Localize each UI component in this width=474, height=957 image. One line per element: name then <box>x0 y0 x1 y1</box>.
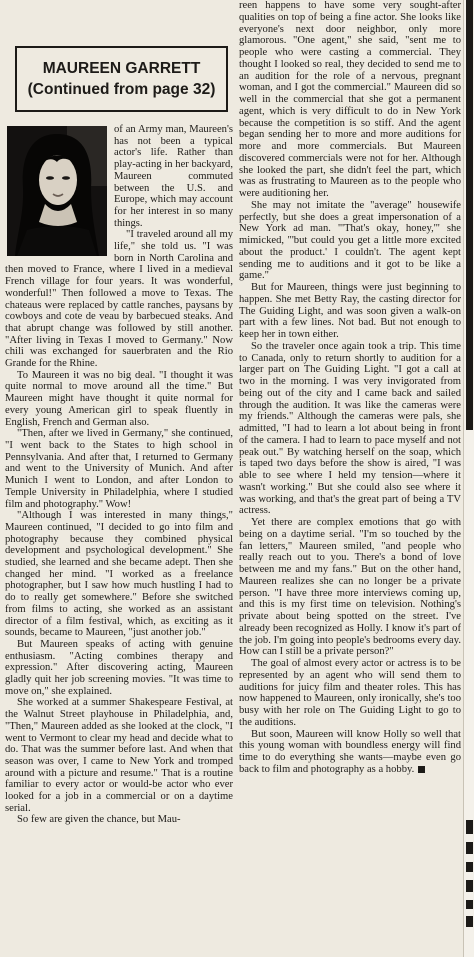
paragraph: But Maureen speaks of acting with genuine enthusiasm. "Acting combines therapy and expression." After discovering acting, Maureen gladly quit her job screening movies. "It was time to move on," she explained. <box>5 638 233 697</box>
portrait-photo <box>7 126 107 256</box>
left-column <box>5 0 233 826</box>
edge-stripe <box>466 842 473 854</box>
paragraph: reen happens to have some very sought-after qualities on top of being a fine actor. She looks like everyone's next door neighbor, only more glamorous. "One agent," she said, "sent me to people who were casting a commercial. They thought I looked so real, they decided to send me to an audition for the role of a nervous, pregnant woman, and I got the commercial." Maureen did so well in the commercial that she got a permanent agent, which is very difficult to do in New York because the competition is so stiff. And the agent began sending her to more and more auditions for more and more commercials. But Maureen discovered commercials were not for her. Although she looked the part, she didn't feel the part, which was as frustrating to Maureen as to the people who were auditioning her. <box>239 0 461 199</box>
paragraph: The goal of almost every actor or actress is to be represented by an agent who will send them to auditions for juicy film and theater roles. This has now happened to Maureen, only ironically, she's too busy with her role on The Guiding Light to go to the auditions. <box>239 658 461 728</box>
edge-stripe <box>466 900 473 909</box>
edge-stripe <box>466 0 473 430</box>
edge-stripe <box>466 820 473 834</box>
paragraph: So the traveler once again took a trip. This time to Canada, only to return shortly to audition for a larger part on The Guiding Light. "I got a call at two in the morning. I was very invigorated from being out of the city and I came back and sailed through the audition. It was like the cameras were my friends." Although the cameras were pals, she admitted, "I had to learn a lot about being in front of the camera. I had to learn to pace myself and not peak out." By watching herself on the soap, which is taped two days before the show is aired, "I was able to see where I held my tension—where it wasn't working." But she could also see where it was working, and that's the great part of being a TV actress. <box>239 340 461 517</box>
paragraph: So few are given the chance, but Mau- <box>17 814 181 826</box>
paragraph: To Maureen it was no big deal. "I thought it was quite normal to move around all the time." But Maureen might have thought it quite normal for every young American girl to speak fluently in English, French and German also. <box>5 369 233 428</box>
paragraph: "Although I was interested in many things," Maureen continued, "I decided to go into film and photography because they combined physical development and psychological development." She studied, she learned and she became adept. Then she changed her mind. "I worked as a freelance photographer, but I saw how much hustling I had to do to really get somewhere." Before she switched from films to acting, she worked as an assistant director of a film festival, which, as exciting as it sounds, became to Maureen, "just another job." <box>5 510 233 639</box>
paragraph: She may not imitate the "average" housewife perfectly, but she does a great impersonation of a New York ad man. "'That's okay, honey,'" she mimicked, "'but could you get a little more excited about the product.' I couldn't. The agent kept sending me to auditions and it got to be like a game." <box>239 199 461 282</box>
edge-stripe <box>466 862 473 872</box>
portrait-photo-image <box>7 126 107 256</box>
adjacent-page-edge <box>463 0 474 957</box>
paragraph-text: But soon, Maureen will know Holly so well that this young woman with boundless energy will find time to do everything she wants—maybe even go back to film and photography as a hobby. <box>239 728 461 775</box>
edge-stripe <box>466 880 473 892</box>
right-column <box>239 0 461 776</box>
article-subtitle: (Continued from page 32) <box>27 81 216 98</box>
article-title: MAUREEN GARRETT <box>42 60 201 77</box>
paragraph: of an Army man, Maureen's has not been a typical actor's life. Rather than play-acting in her backyard, Maureen commuted between the U.S. and Europe, which may account for her interest in so many things. <box>114 124 233 229</box>
edge-stripe <box>466 916 473 927</box>
paragraph <box>239 729 461 776</box>
end-of-article-mark <box>418 766 425 773</box>
paragraph: "I traveled around all my life," she told us. "I was born in North Carolina and then moved to France, where I lived in a medieval French village for four years. It was wonderful, wonderful!" Then followed a move to Texas. The chateaus were replaced by cattle ranches, paysans by cowboys and cote de veau by barbecued steaks. And that abrupt change was followed by still another. "After living in Texas I moved to Germany." Now chili was exchanged for sauerbraten and the Rio Grande for the Rhine. <box>5 229 233 370</box>
paragraph: She worked at a summer Shakespeare Festival, at the Walnut Street playhouse in Philadelphia, and, "Then," Maureen added as she looked at the clock, "I went to Vermont to clear my head and decide what to do. That was the summer before last. And when that season was over, I came to New York and tromped around with a picture and resume." That is a routine familiar to every actor or would-be actor who ever looked for a job in a commercial or on a daytime serial. <box>5 697 233 814</box>
paragraph: "Then, after we lived in Germany," she continued, "I went back to the States to high school in Pennsylvania. And after that, I returned to Germany and went to the University of Munich. And after Munich I went to London, and after London to Temple University in Philadelphia, where I studied film and photography." Wow! <box>5 428 233 510</box>
article-title-box <box>15 46 228 112</box>
paragraph: But for Maureen, things were just beginning to happen. She met Betty Ray, the casting director for The Guiding Light, and was soon given a walk-on part with a few lines. Not bad. But not enough to keep her in town either. <box>239 282 461 340</box>
paragraph: Yet there are complex emotions that go with being on a daytime serial. "I'm so touched by the fan letters," Maureen smiled, "and people who really reach out to you. There's a bond of love between me and my fans." But on the other hand, Maureen realizes she can no longer be a private person. "I have three more interviews coming up, and this is my first time on television. Nothing's private about being spotted on the street. I've already been recognized as Holly. I know it's part of the job. I'm going into people's bedrooms every day. How can I still be a private person?" <box>239 517 461 658</box>
